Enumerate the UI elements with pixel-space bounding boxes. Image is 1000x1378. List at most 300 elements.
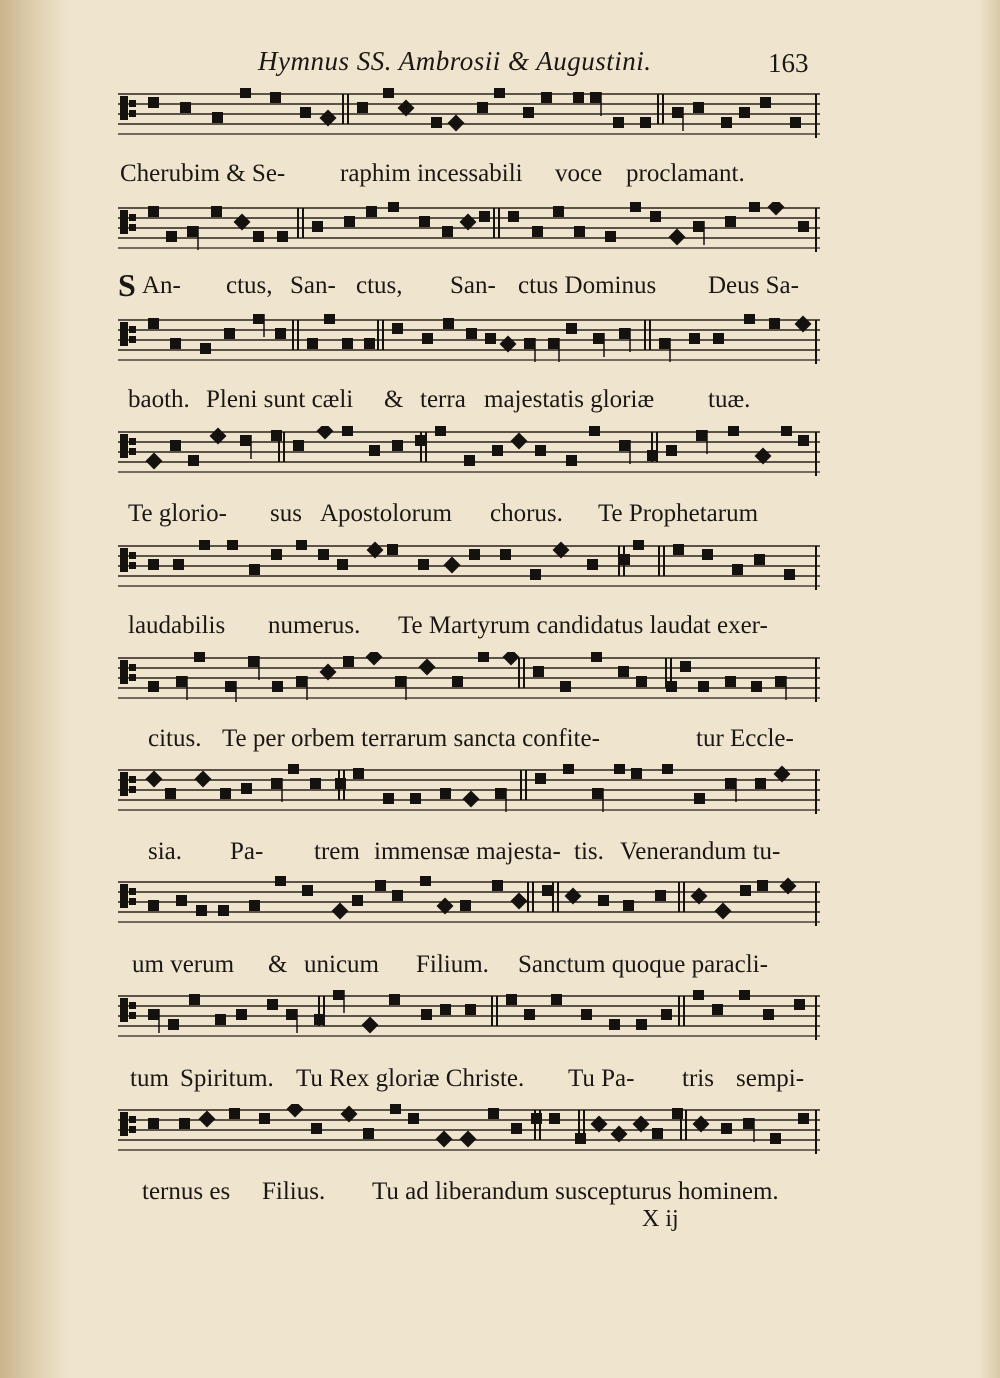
page-number: 163: [768, 48, 809, 78]
square-neume: [763, 1009, 774, 1020]
square-neume: [464, 455, 475, 466]
lyric-syllable: citus.: [148, 725, 202, 752]
square-neume: [383, 88, 394, 98]
diamond-neume: [511, 893, 528, 910]
square-neume: [253, 314, 264, 324]
square-neume: [389, 994, 400, 1005]
square-neume: [199, 540, 210, 550]
square-neume: [673, 544, 684, 555]
square-neume: [410, 793, 421, 804]
square-neume: [598, 895, 609, 906]
lyric-syllable: Pa-: [230, 838, 264, 865]
square-neume: [511, 1123, 522, 1134]
square-neume: [148, 318, 159, 329]
diamond-neume: [146, 453, 163, 470]
square-neume: [618, 666, 629, 677]
lyric-syllable: Te Martyrum candidatus laudat exer-: [398, 612, 768, 639]
lyric-line-3: [118, 386, 820, 422]
lyric-syllable: Venerandum tu-: [620, 838, 781, 865]
square-neume: [689, 333, 700, 344]
lyric-syllable: sus: [270, 500, 302, 527]
square-neume: [549, 1113, 560, 1124]
square-neume: [148, 97, 159, 108]
diamond-neume: [715, 903, 732, 920]
square-neume: [740, 885, 751, 896]
square-neume: [465, 1004, 476, 1015]
square-neume: [352, 895, 363, 906]
square-neume: [418, 559, 429, 570]
square-neume: [422, 333, 433, 344]
square-neume: [277, 231, 288, 242]
square-neume: [364, 338, 375, 349]
page-edge-shadow: [978, 0, 1000, 1378]
lyric-syllable: tur Eccle-: [696, 725, 794, 752]
square-neume: [560, 681, 571, 692]
music-staff-1: [118, 88, 820, 138]
lyric-line-7: [118, 838, 820, 874]
square-neume: [224, 328, 235, 339]
c-clef: [120, 548, 128, 572]
lyric-syllable: um verum: [132, 951, 235, 978]
lyric-syllable: Spiritum.: [180, 1065, 274, 1092]
c-clef: [120, 884, 128, 908]
square-neume: [541, 92, 552, 103]
square-neume: [431, 117, 442, 128]
c-clef: [129, 100, 136, 107]
square-neume: [530, 569, 541, 580]
square-neume: [566, 455, 577, 466]
c-clef: [129, 898, 136, 905]
c-clef: [120, 434, 128, 458]
square-neume: [220, 788, 231, 799]
square-neume: [790, 117, 801, 128]
lyric-syllable: proclamant.: [626, 160, 745, 187]
square-neume: [492, 445, 503, 456]
square-neume: [180, 102, 191, 113]
square-neume: [794, 999, 805, 1010]
square-neume: [500, 549, 511, 560]
square-neume: [148, 681, 159, 692]
square-neume: [609, 1019, 620, 1030]
square-neume: [271, 430, 282, 441]
square-neume: [253, 231, 264, 242]
square-neume: [236, 1009, 247, 1020]
binding-shadow: [0, 0, 70, 1378]
square-neume: [302, 885, 313, 896]
square-neume: [369, 445, 380, 456]
c-clef: [120, 210, 128, 234]
lyric-syllable: baoth.: [128, 386, 190, 413]
square-neume: [524, 1009, 535, 1020]
lyric-line-4: [118, 500, 820, 536]
c-clef: [129, 552, 136, 559]
square-neume: [798, 1113, 809, 1124]
square-neume: [743, 1118, 754, 1129]
square-neume: [419, 216, 430, 227]
square-neume: [466, 328, 477, 339]
square-neume: [395, 676, 406, 687]
square-neume: [592, 788, 603, 799]
diamond-neume: [503, 652, 520, 665]
square-neume: [479, 211, 490, 222]
square-neume: [452, 676, 463, 687]
c-clef: [129, 674, 136, 681]
square-neume: [650, 211, 661, 222]
square-neume: [725, 676, 736, 687]
square-neume: [619, 440, 630, 451]
square-neume: [630, 202, 641, 212]
lyric-syllable: tis.: [574, 838, 604, 865]
diamond-neume: [287, 1104, 304, 1117]
square-neume: [215, 1014, 226, 1025]
diamond-neume: [195, 771, 212, 788]
c-clef: [129, 776, 136, 783]
square-neume: [751, 681, 762, 692]
square-neume: [259, 1113, 270, 1124]
square-neume: [342, 338, 353, 349]
square-neume: [442, 226, 453, 237]
lyric-syllable: Filium.: [416, 951, 489, 978]
square-neume: [581, 1009, 592, 1020]
diamond-neume: [463, 791, 480, 808]
square-neume: [533, 666, 544, 677]
staff-graphic: [118, 426, 820, 476]
square-neume: [272, 681, 283, 692]
square-neume: [307, 338, 318, 349]
square-neume: [440, 788, 451, 799]
lyric-syllable: San-: [290, 272, 336, 299]
square-neume: [587, 559, 598, 570]
square-neume: [392, 440, 403, 451]
square-neume: [589, 426, 600, 436]
c-clef: [129, 336, 136, 343]
square-neume: [275, 328, 286, 339]
staff-graphic: [118, 88, 820, 138]
square-neume: [170, 338, 181, 349]
lyric-syllable: Pleni sunt cæli: [206, 386, 354, 413]
square-neume: [613, 117, 624, 128]
square-neume: [271, 778, 282, 789]
square-neume: [662, 764, 673, 774]
square-neume: [225, 681, 236, 692]
square-neume: [702, 549, 713, 560]
square-neume: [296, 540, 307, 550]
square-neume: [312, 221, 323, 232]
running-title: Hymnus SS. Ambrosii & Augustini.: [258, 46, 652, 76]
square-neume: [249, 900, 260, 911]
square-neume: [421, 1009, 432, 1020]
lyric-syllable: Cherubim & Se-: [120, 160, 286, 187]
square-neume: [275, 876, 286, 886]
c-clef: [129, 562, 136, 569]
c-clef: [120, 998, 128, 1022]
lyric-syllable: ternus es: [142, 1178, 231, 1205]
lyric-syllable: raphim incessabili: [340, 160, 523, 187]
music-staff-9: [118, 990, 820, 1040]
square-neume: [478, 652, 489, 662]
c-clef: [129, 888, 136, 895]
lyric-syllable: terra: [420, 386, 466, 413]
lyric-line-2: [118, 267, 820, 308]
diamond-neume: [669, 229, 686, 246]
square-neume: [443, 318, 454, 329]
square-neume: [240, 435, 251, 446]
square-neume: [713, 333, 724, 344]
music-staff-4: [118, 426, 820, 476]
lyric-syllable: Tu Pa-: [568, 1065, 635, 1092]
square-neume: [573, 92, 584, 103]
square-neume: [333, 990, 344, 1000]
lyric-syllable: Apostolorum: [320, 500, 452, 527]
c-clef: [129, 786, 136, 793]
square-neume: [770, 1133, 781, 1144]
square-neume: [693, 221, 704, 232]
square-neume: [173, 559, 184, 570]
square-neume: [311, 1123, 322, 1134]
square-neume: [495, 788, 506, 799]
square-neume: [551, 994, 562, 1005]
square-neume: [248, 656, 259, 667]
square-neume: [460, 900, 471, 911]
music-staff-2: [118, 202, 820, 252]
diamond-neume: [332, 903, 349, 920]
diamond-neume: [199, 1111, 216, 1128]
square-neume: [318, 549, 329, 560]
diamond-neume: [146, 771, 163, 788]
square-neume: [524, 338, 535, 349]
square-neume: [623, 900, 634, 911]
square-neume: [672, 107, 683, 118]
square-neume: [739, 990, 750, 1000]
square-neume: [353, 768, 364, 779]
square-neume: [188, 455, 199, 466]
lyric-syllable: ctus Dominus: [518, 272, 657, 299]
lyric-syllable: Deus Sa-: [708, 272, 799, 299]
square-neume: [488, 1108, 499, 1119]
music-staff-8: [118, 876, 820, 926]
square-neume: [383, 793, 394, 804]
square-neume: [591, 652, 602, 662]
square-neume: [240, 88, 251, 98]
square-neume: [420, 876, 431, 886]
lyric-syllable: sempi-: [736, 1065, 805, 1092]
square-neume: [698, 681, 709, 692]
square-neume: [229, 1108, 240, 1119]
square-neume: [148, 1118, 159, 1129]
square-neume: [798, 435, 809, 446]
square-neume: [566, 323, 577, 334]
diamond-neume: [419, 659, 436, 676]
lyric-syllable: voce: [555, 160, 603, 187]
square-neume: [574, 226, 585, 237]
c-clef: [120, 772, 128, 796]
lyric-syllable: Te per orbem terrarum sancta confite-: [222, 725, 600, 752]
square-neume: [296, 676, 307, 687]
square-neume: [288, 764, 299, 774]
c-clef: [129, 438, 136, 445]
staff-graphic: [118, 876, 820, 926]
square-neume: [542, 885, 553, 896]
square-neume: [176, 676, 187, 687]
square-neume: [267, 999, 278, 1010]
c-clef: [129, 214, 136, 221]
square-neume: [344, 216, 355, 227]
square-neume: [343, 656, 354, 667]
music-staff-7: [118, 764, 820, 814]
square-neume: [241, 783, 252, 794]
square-neume: [755, 778, 766, 789]
diamond-neume: [768, 202, 785, 215]
square-neume: [553, 206, 564, 217]
lyric-syllable: numerus.: [268, 612, 361, 639]
staff-graphic: [118, 764, 820, 814]
diamond-neume: [511, 433, 528, 450]
c-clef: [120, 660, 128, 684]
square-neume: [784, 569, 795, 580]
square-neume: [614, 764, 625, 774]
c-clef: [129, 1002, 136, 1009]
signature-mark: X ij: [642, 1206, 679, 1232]
square-neume: [532, 226, 543, 237]
square-neume: [754, 554, 765, 565]
square-neume: [293, 440, 304, 451]
lyric-syllable: ctus,: [356, 272, 403, 299]
square-neume: [563, 764, 574, 774]
square-neume: [721, 117, 732, 128]
lyric-syllable: tuæ.: [708, 386, 751, 413]
lyric-syllable: trem: [314, 838, 360, 865]
lyric-syllable: San-: [450, 272, 496, 299]
staff-graphic: [118, 202, 820, 252]
lyric-syllable: Sanctum quoque paracli-: [518, 951, 768, 978]
square-neume: [179, 1118, 190, 1129]
square-neume: [170, 440, 181, 451]
square-neume: [212, 112, 223, 123]
square-neume: [725, 778, 736, 789]
square-neume: [194, 652, 205, 662]
square-neume: [375, 880, 386, 891]
square-neume: [696, 430, 707, 441]
square-neume: [227, 540, 238, 550]
diamond-neume: [366, 652, 383, 665]
square-neume: [189, 994, 200, 1005]
diamond-neume: [444, 557, 461, 574]
staff-graphic: [118, 990, 820, 1040]
diamond-neume: [436, 1131, 453, 1148]
square-neume: [661, 1009, 672, 1020]
square-neume: [387, 544, 398, 555]
music-staff-6: [118, 652, 820, 702]
lyric-syllable: &: [384, 386, 404, 413]
music-staff-5: [118, 540, 820, 590]
square-neume: [492, 880, 503, 891]
c-clef: [120, 322, 128, 346]
square-neume: [218, 905, 229, 916]
square-neume: [725, 216, 736, 227]
square-neume: [148, 206, 159, 217]
c-clef: [129, 664, 136, 671]
lyric-line-1: [118, 160, 820, 196]
diamond-neume: [448, 115, 465, 132]
square-neume: [548, 338, 559, 349]
square-neume: [249, 564, 260, 575]
square-neume: [728, 426, 739, 436]
c-clef: [120, 1112, 128, 1136]
square-neume: [798, 221, 809, 232]
square-neume: [694, 793, 705, 804]
lyric-syllable: Filius.: [262, 1178, 326, 1205]
c-clef: [129, 1012, 136, 1019]
square-neume: [168, 1019, 179, 1030]
square-neume: [508, 211, 519, 222]
square-neume: [712, 1004, 723, 1015]
square-neume: [605, 231, 616, 242]
c-clef: [129, 110, 136, 117]
diamond-neume: [362, 1017, 379, 1034]
square-neume: [342, 426, 353, 436]
square-neume: [485, 333, 496, 344]
square-neume: [366, 206, 377, 217]
staff-graphic: [118, 540, 820, 590]
music-staff-3: [118, 314, 820, 364]
square-neume: [324, 314, 335, 324]
music-staff-10: [118, 1104, 820, 1154]
square-neume: [721, 1123, 732, 1134]
square-neume: [286, 1009, 297, 1020]
lyric-syllable: tris: [682, 1065, 714, 1092]
c-clef: [129, 1116, 136, 1123]
c-clef: [129, 326, 136, 333]
square-neume: [435, 426, 446, 436]
square-neume: [732, 564, 743, 575]
lyric-syllable: majestatis gloriæ: [484, 386, 655, 413]
square-neume: [469, 549, 480, 560]
square-neume: [633, 540, 644, 550]
square-neume: [196, 905, 207, 916]
square-neume: [535, 773, 546, 784]
square-neume: [769, 318, 780, 329]
square-neume: [636, 676, 647, 687]
square-neume: [659, 338, 670, 349]
square-neume: [619, 328, 630, 339]
lyric-syllable: An-: [142, 272, 181, 299]
square-neume: [693, 102, 704, 113]
lyric-syllable: unicum: [304, 951, 379, 978]
square-neume: [760, 97, 771, 108]
c-clef: [129, 1126, 136, 1133]
square-neume: [200, 343, 211, 354]
square-neume: [655, 890, 666, 901]
lyric-line-10: [118, 1178, 820, 1214]
square-neume: [390, 1104, 401, 1114]
lyric-syllable: Tu ad liberandum suscepturus hominem.: [372, 1178, 779, 1205]
square-neume: [781, 426, 792, 436]
square-neume: [631, 768, 642, 779]
square-neume: [363, 1128, 374, 1139]
lyric-line-6: [118, 725, 820, 761]
square-neume: [744, 314, 755, 324]
square-neume: [693, 990, 704, 1000]
square-neume: [506, 994, 517, 1005]
square-neume: [749, 202, 760, 212]
square-neume: [535, 445, 546, 456]
lyric-syllable: Te glorio-: [128, 500, 227, 527]
lyric-line-5: [118, 612, 820, 648]
square-neume: [148, 559, 159, 570]
lyric-syllable: tum: [130, 1065, 169, 1092]
staff-graphic: [118, 1104, 820, 1154]
lyric-syllable: laudabilis: [128, 612, 226, 639]
